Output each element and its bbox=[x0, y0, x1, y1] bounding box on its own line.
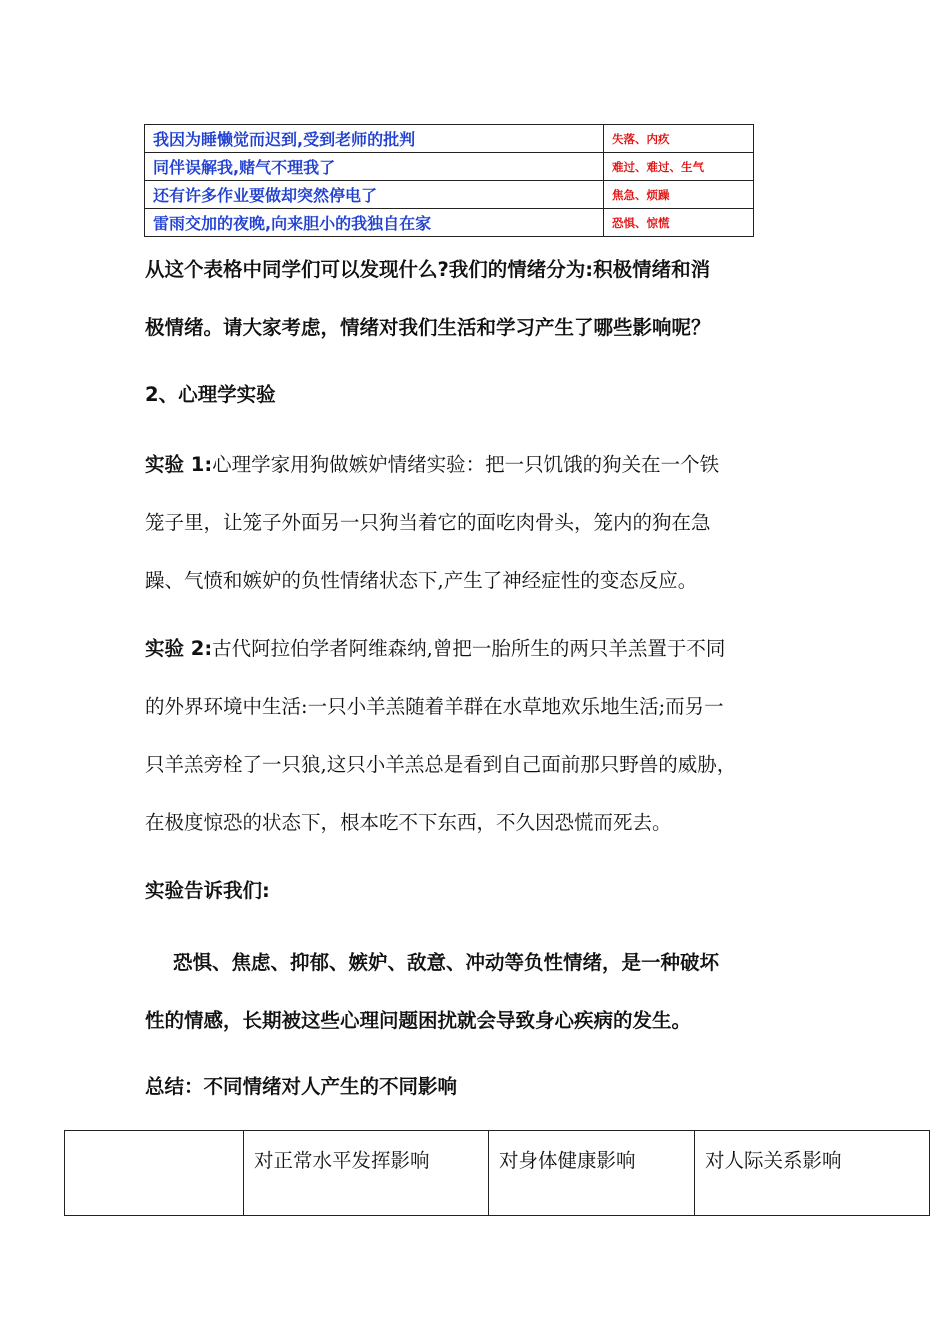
experiment-1-paragraph bbox=[145, 436, 845, 610]
summary-heading: 总结：不同情绪对人产生的不同影响 bbox=[145, 1075, 458, 1098]
feelings-cell: 焦急、烦躁 bbox=[604, 181, 754, 209]
table-header-cell: 对正常水平发挥影响 bbox=[244, 1131, 489, 1216]
table-row bbox=[145, 209, 754, 237]
table-header-cell bbox=[65, 1131, 244, 1216]
experiment-line: 的外界环境中生活:一只小羊羔随着羊群在水草地欢乐地生活;而另一 bbox=[145, 695, 724, 718]
table-header-row bbox=[65, 1131, 930, 1216]
table-row bbox=[145, 125, 754, 153]
situation-cell: 同伴误解我,赌气不理我了 bbox=[145, 153, 604, 181]
feelings-cell: 难过、难过、生气 bbox=[604, 153, 754, 181]
summary-table bbox=[64, 1130, 930, 1216]
feelings-cell: 失落、内疚 bbox=[604, 125, 754, 153]
experiment-line: 实验 1:心理学家用狗做嫉妒情绪实验：把一只饥饿的狗关在一个铁 bbox=[145, 453, 720, 476]
conclusion-paragraph bbox=[145, 934, 845, 1050]
question-line: 极情绪。请大家考虑，情绪对我们生活和学习产生了哪些影响呢？ bbox=[145, 316, 711, 339]
experiment-line: 实验 2:古代阿拉伯学者阿维森纳,曾把一胎所生的两只羊羔置于不同 bbox=[145, 637, 726, 660]
table-row bbox=[145, 181, 754, 209]
question-line: 从这个表格中同学们可以发现什么?我们的情绪分为:积极情绪和消 bbox=[145, 258, 711, 281]
experiment-2-paragraph bbox=[145, 620, 845, 852]
experiment-label: 实验 2: bbox=[145, 637, 213, 660]
experiment-label: 实验 1: bbox=[145, 453, 213, 476]
emotion-table bbox=[144, 124, 754, 237]
question-paragraph bbox=[145, 241, 845, 357]
table-header-cell: 对人际关系影响 bbox=[695, 1131, 930, 1216]
experiment-line: 在极度惊恐的状态下，根本吃不下东西，不久因恐慌而死去。 bbox=[145, 811, 672, 834]
table-header-cell: 对身体健康影响 bbox=[489, 1131, 695, 1216]
table-row bbox=[145, 153, 754, 181]
conclusion-line: 性的情感，长期被这些心理问题困扰就会导致身心疾病的发生。 bbox=[145, 1009, 692, 1032]
section-heading: 2、心理学实验 bbox=[145, 383, 276, 406]
situation-cell: 我因为睡懒觉而迟到,受到老师的批判 bbox=[145, 125, 604, 153]
situation-cell: 还有许多作业要做却突然停电了 bbox=[145, 181, 604, 209]
experiment-line: 笼子里，让笼子外面另一只狗当着它的面吃肉骨头，笼内的狗在急 bbox=[145, 511, 711, 534]
situation-cell: 雷雨交加的夜晚,向来胆小的我独自在家 bbox=[145, 209, 604, 237]
conclusion-heading: 实验告诉我们: bbox=[145, 879, 270, 902]
experiment-line: 只羊羔旁栓了一只狼,这只小羊羔总是看到自己面前那只野兽的威胁， bbox=[145, 753, 737, 776]
feelings-cell: 恐惧、惊慌 bbox=[604, 209, 754, 237]
conclusion-line: 恐惧、焦虑、抑郁、嫉妒、敌意、冲动等负性情绪，是一种破坏 bbox=[173, 951, 720, 974]
experiment-line: 躁、气愤和嫉妒的负性情绪状态下,产生了神经症性的变态反应。 bbox=[145, 569, 698, 592]
